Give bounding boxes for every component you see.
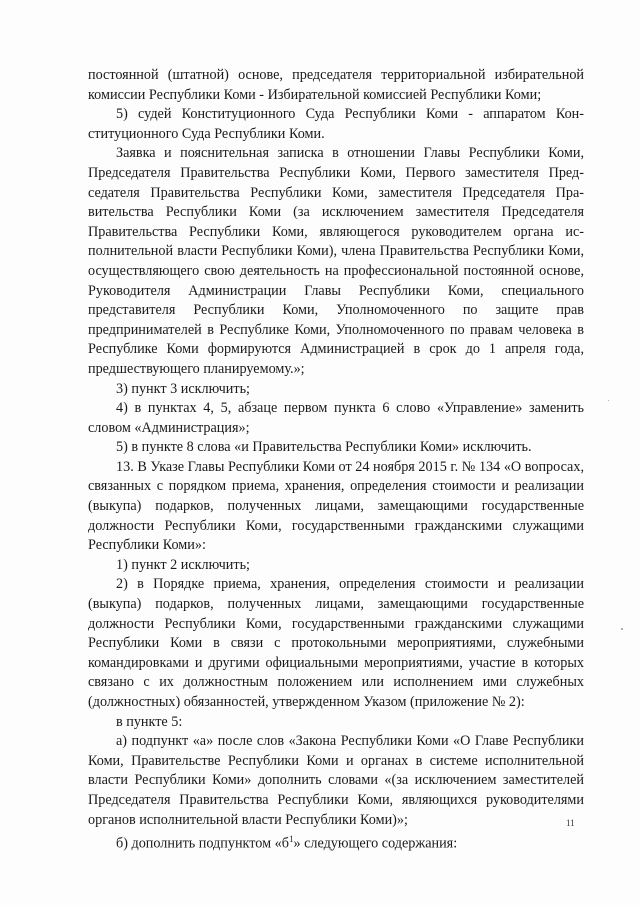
paragraph-sub-a: а) подпункт «а» после слов «Закона Республики Коми «О Главе Республики Коми, Правительстве Республики Коми и органах в системе исполнительной власти Республики Коми» дополнить словами «(за исключением заместителей Председателя Правительства Республики Коми, являющихся руководителями органов исполнительной власти Республики Коми)»; — [88, 733, 584, 828]
paragraph-continuation: постоянной (штатной) основе, председателя территориальной избирательной комиссии Республики Коми - Избирательной комиссией Республики Коми; — [88, 67, 584, 103]
sub-b-text-after: » следующего содержания: — [293, 835, 458, 852]
paragraph-sub-1: 1) пункт 2 исключить; — [116, 556, 250, 573]
paragraph-sub-b — [88, 830, 584, 854]
paragraph-application-note: Заявка и пояснительная записка в отношении Главы Республики Коми, Председателя Правительства Республики Коми, Первого заместителя Председателя Правительства Республики Коми, заместителя Председателя Правительства Республики Коми (за исключением заместителя Председателя Правительства Республики Коми, являющегося руководителем органа исполнительной власти Республики Коми), члена Правительства Республики Коми, осуществляющего свою деятельность на профессиональной постоянной основе, Руководителя Администрации Главы Республики Коми, специального представителя Республики Коми, Уполномоченного по защите прав предпринимателей в Республике Коми, Уполномоченного по правам человека в Республике Коми формируются Администрацией в срок до 1 апреля года, предшествующего планируемому.»; — [88, 145, 584, 377]
paragraph-item-5: 5) судей Конституционного Суда Республики Коми - аппаратом Конституционного Суда Республики Коми. — [88, 106, 584, 142]
sub-b-text-before: б) дополнить подпунктом «б — [116, 835, 289, 852]
paragraph-section-13: 13. В Указе Главы Республики Коми от 24 ноября 2015 г. № 134 «О вопросах, связанных с порядком приема, хранения, определения стоимости и реализации (выкупа) подарков, полученных лицами, замещающими государственные должности Республики Коми, государственными гражданскими служащими Республики Коми»: — [88, 458, 584, 554]
page-number: 11 — [566, 818, 575, 828]
scan-speck — [621, 628, 623, 630]
paragraph-in-point-5: в пункте 5: — [116, 713, 183, 730]
scan-speck — [608, 400, 609, 401]
paragraph-item-4: 4) в пунктах 4, 5, абзаце первом пункта 6 слово «Управление» заменить словом «Администрация»; — [88, 400, 584, 436]
document-body — [88, 66, 584, 854]
paragraph-item-5b: 5) в пункте 8 слова «и Правительства Республики Коми» исключить. — [116, 439, 532, 456]
sub-b-superscript: 1 — [288, 834, 294, 845]
paragraph-sub-2: 2) в Порядке приема, хранения, определения стоимости и реализации (выкупа) подарков, полученных лицами, замещающими государственные должности Республики Коми, государственными гражданскими служащими Республики Коми в связи с протокольными мероприятиями, служебными командировками и другими официальными мероприятиями, участие в которых связано с их должностным положением или исполнением ими служебных (должностных) обязанностей, утвержденном Указом (приложение № 2): — [88, 576, 584, 710]
paragraph-item-3: 3) пункт 3 исключить; — [116, 380, 250, 397]
